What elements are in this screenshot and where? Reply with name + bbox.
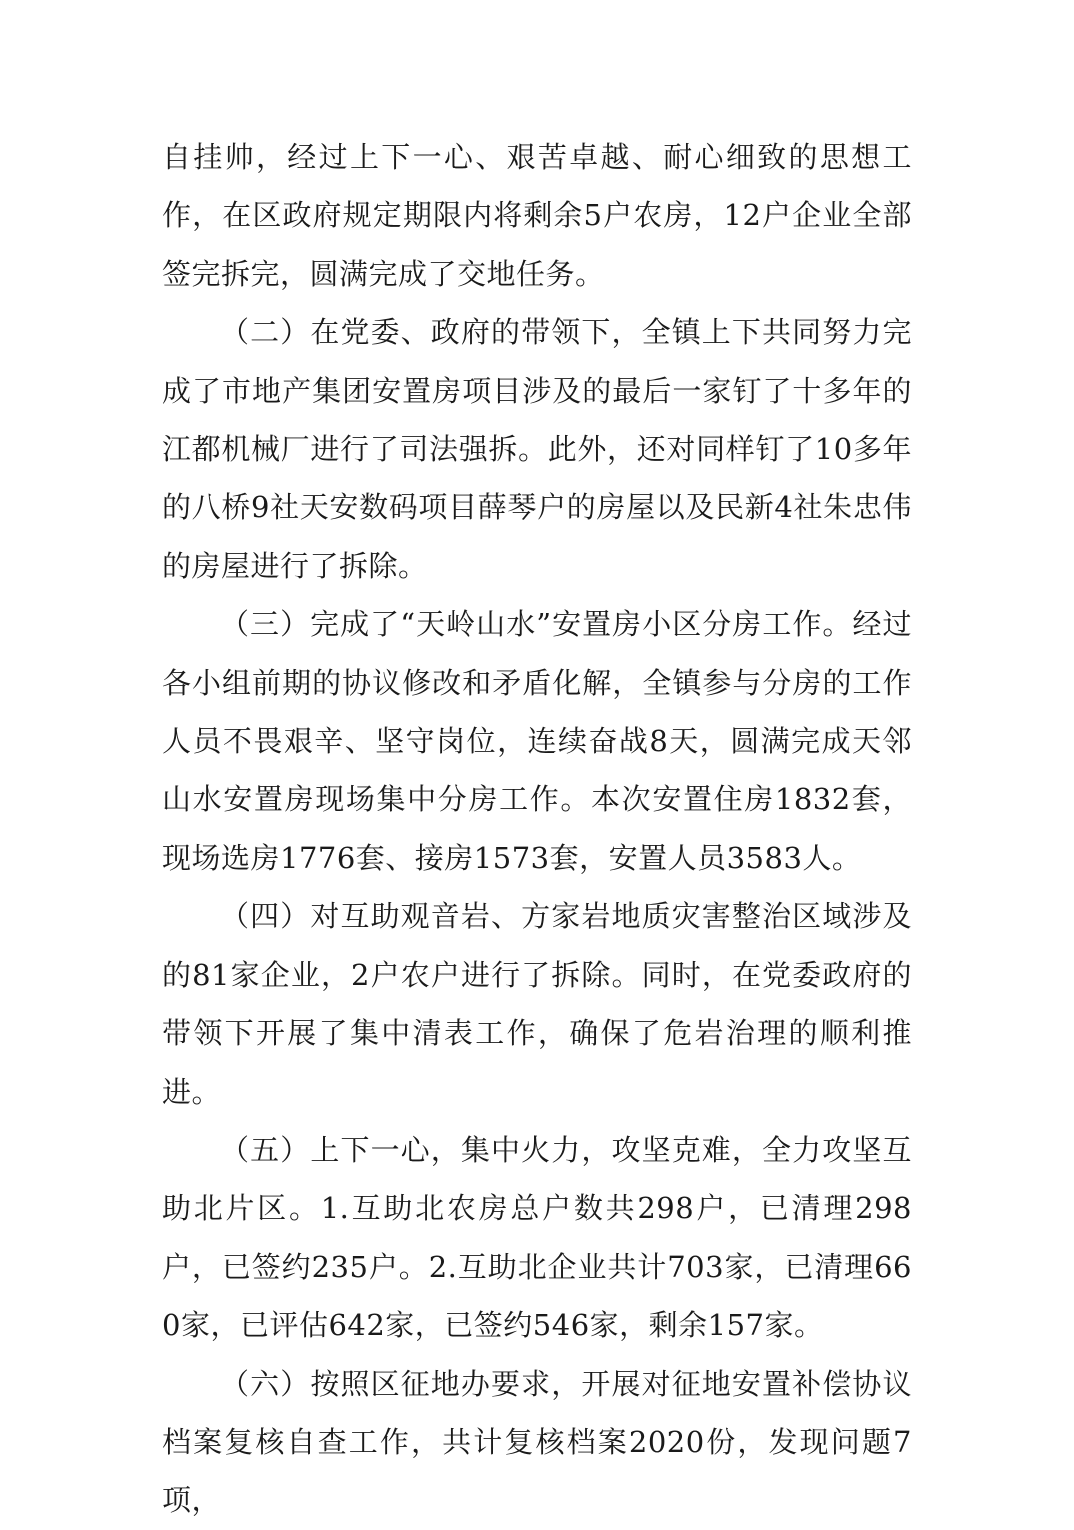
paragraph-section-5: （五）上下一心，集中火力，攻坚克难，全力攻坚互助北片区。1.互助北农房总户数共298户，已清理298户，已签约235户。2.互助北企业共计703家，已清理660家，已评估642家，已签约546家，剩余157家。	[162, 1132, 912, 1343]
document-body	[162, 128, 912, 1530]
paragraph-section-3: （三）完成了“天岭山水”安置房小区分房工作。经过各小组前期的协议修改和矛盾化解，全镇参与分房的工作人员不畏艰辛、坚守岗位，连续奋战8天，圆满完成天邻山水安置房现场集中分房工作。本次安置住房1832套，现场选房1776套、接房1573套，安置人员3583人。	[162, 607, 912, 875]
paragraph-section-6: （六）按照区征地办要求，开展对征地安置补偿协议档案复核自查工作，共计复核档案2020份，发现问题7项，	[162, 1366, 912, 1518]
paragraph-section-2: （二）在党委、政府的带领下，全镇上下共同努力完成了市地产集团安置房项目涉及的最后一家钉了十多年的江都机械厂进行了司法强拆。此外，还对同样钉了10多年的八桥9社天安数码项目薛琴户的房屋以及民新4社朱忠伟的房屋进行了拆除。	[162, 315, 912, 583]
paragraph-section-4: （四）对互助观音岩、方家岩地质灾害整治区域涉及的81家企业，2户农户进行了拆除。同时，在党委政府的带领下开展了集中清表工作，确保了危岩治理的顺利推进。	[162, 899, 912, 1109]
paragraph-continued: 自挂帅，经过上下一心、艰苦卓越、耐心细致的思想工作，在区政府规定期限内将剩余5户农房，12户企业全部签完拆完，圆满完成了交地任务。	[162, 140, 912, 291]
